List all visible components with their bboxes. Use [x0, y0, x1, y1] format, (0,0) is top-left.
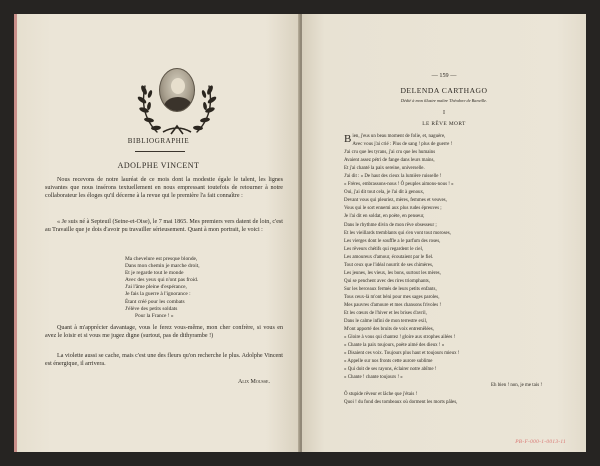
poem-line: Les jeunes, les vieux, les bons, surtout les mères, — [344, 270, 441, 276]
paragraph-3: Quant à m'apprécier davantage, vous le ferez vous-même, mon cher confrère, si vous en avez le loisir et si vous me jugez digne (surtout, pas de dithyrambe !) — [45, 325, 283, 340]
verse-line: Ma chevelure est presque blonde, — [125, 256, 198, 262]
poem-line: Devant vous qui pleuriez, mères, femmes et veuves, — [344, 198, 447, 204]
drop-cap: B — [344, 133, 352, 145]
left-page — [14, 14, 300, 452]
poem-line: ien, j'eus un beau moment de folie, et, naguère, — [352, 134, 446, 139]
section-heading: BIBLIOGRAPHIE — [127, 137, 190, 145]
part-number: I — [443, 110, 445, 116]
verse-line: Je fais la guerre à l'ignorance : — [125, 291, 191, 298]
right-page — [302, 14, 586, 452]
poem-line: « Qui doit de ses rayons, éclairer notre abîme ! — [344, 367, 437, 373]
poem-line: Je l'ai dit en soldat, en poète, en penseur, — [344, 214, 425, 220]
poem-line: « Frères, embrassons-nous ! Ô peuples aimons-nous ! » — [344, 182, 454, 188]
poem-line: Tout ceux que l'idéal nourrit de ses chimères, — [344, 262, 434, 268]
author-name: ADOLPHE VINCENT — [117, 161, 200, 170]
intro-paragraph — [45, 176, 283, 201]
poem-line: Dans le rhythme divin de mon rêve obsesseur ; — [344, 222, 437, 228]
poem-line: M'ont apporté des bruits de voix entremêlées, — [344, 327, 434, 333]
poem-line: Vous qui le sort ennemi aux plus rudes épreuves ; — [344, 206, 442, 212]
quote-paragraph — [45, 218, 283, 234]
book-spread — [14, 14, 586, 452]
verse-line: Et je regarde tout le monde — [125, 270, 184, 277]
poem-line: Quoi ! du fond des tombeaux où dorment les morts pâles, — [344, 399, 458, 405]
poem-line: Et les vieillards tremblants qui s'en vont tout moroses, — [344, 230, 451, 236]
archive-pencil-mark: PB-F-000-1-0013-11 — [515, 439, 566, 445]
divider — [135, 151, 185, 152]
poem-line: Avaient assez pétri de fange dans leurs mains, — [344, 158, 435, 164]
verse-line: Avec des yeux qui n'ont pas froid. — [125, 277, 199, 284]
poem-line: « Disaient ces voix. Toujours plus haut et toujours mieux ! — [344, 351, 460, 357]
editor-paragraph — [45, 352, 283, 368]
paragraph-1: Nous recevons de notre lauréat de ce mois dont la modestie égale le talent, les lignes suivantes que nous insérons textuellement en nous empressant toutefois de retourner à notre collaborateur les éloges qu'il décerne à la revue qui le première l'a fait connaître : — [45, 177, 283, 200]
poem-line: Les vierges dont le souffle a le parfum des roses, — [344, 238, 441, 244]
poem-collection-title: DELENDA CARTHAGO — [400, 86, 488, 95]
portrait-vignette — [135, 64, 219, 138]
poem-line: Les rêveurs chétifs qui regardent le ciel, — [344, 246, 424, 252]
closing-paragraph — [45, 324, 283, 340]
signature: Alix Mousse. — [237, 379, 270, 385]
verse-line: J'élève des petits soldats — [125, 305, 178, 312]
poem-line: Ô stupide rêveur et lâche que j'étais ! — [344, 391, 418, 397]
poem-line: Eh bien ! non, je me tais ! — [490, 383, 542, 389]
verse-line: Pour la France ! » — [135, 312, 174, 319]
page-number: — 159 — — [431, 72, 457, 79]
poem-line: J'ai dit : « De haut des cieux la lumière ruisselle ! — [344, 174, 442, 180]
poem-line: « Chante la paix toujours, poète aimé des dieux ! » — [344, 343, 445, 349]
poem-line: « Appelle sur nos fronts cette aurore sublime — [344, 359, 433, 365]
poem-line: Et j'ai chanté la paix sereine, universelle. — [344, 166, 425, 172]
poem-line: Et les cœurs de l'hiver et les brises d'avril, — [344, 311, 427, 317]
poem-line: Qui se penchent avec des rires triomphants, — [344, 278, 430, 284]
poem-line: Mes pauvres d'amoure et mes chansons frivoles ! — [344, 302, 442, 308]
dedication: Dédié à mon illustre maître Théodore de Banville. — [400, 98, 488, 103]
poem-line: Dans le calme infini de mon terrestre exil, — [344, 319, 428, 325]
poem-line: Oui, j'ai dit tout cela, je l'ai dit à genoux, — [344, 190, 425, 196]
poem-line: Les amoureux d'amour, écoutaient par le fiel. — [344, 254, 434, 260]
author-portrait — [159, 68, 195, 112]
verse-line: Dans mon chemin je marche droit, — [125, 263, 200, 270]
poem-line: Sur les berceaux fermés de leurs petits enfants, — [344, 286, 437, 292]
verse-line: J'ai l'âme pleine d'espérance, — [125, 284, 187, 291]
poem-line: « Chante ! chante toujours ! » — [344, 375, 403, 381]
poem-title: LE RÊVE MORT — [422, 121, 466, 127]
verse-line: Étant créé pour les combats — [125, 298, 185, 305]
verse-block — [125, 256, 200, 320]
poem-line: Avec vous j'ai crié : Plus de sang ! plus de guerre ! — [352, 142, 453, 148]
paragraph-4: La violette aussi se cache, mais c'est une des fleurs qu'on recherche le plus. Adolphe Vincent est énergique, il arrivera. — [45, 353, 283, 368]
paragraph-2: « Je suis né à Septeuil (Seine-et-Oise), le 7 mai 1865. Mes premiers vers datent de loin, c'est au Travaille que je dois d'avoir pu travailler sérieusement. Quant à mon portrait, le voici : — [45, 219, 283, 234]
poem-line: Tous ceux-là m'ont béni pour mes sages paroles, — [344, 294, 440, 300]
poem-text — [344, 133, 570, 407]
poem-line: « Gloire à vous qui chantez ! gloire aux strophes ailées ! — [344, 335, 456, 341]
poem-line: J'ai cru que les tyrans, j'ai cru que les humains — [344, 150, 436, 156]
